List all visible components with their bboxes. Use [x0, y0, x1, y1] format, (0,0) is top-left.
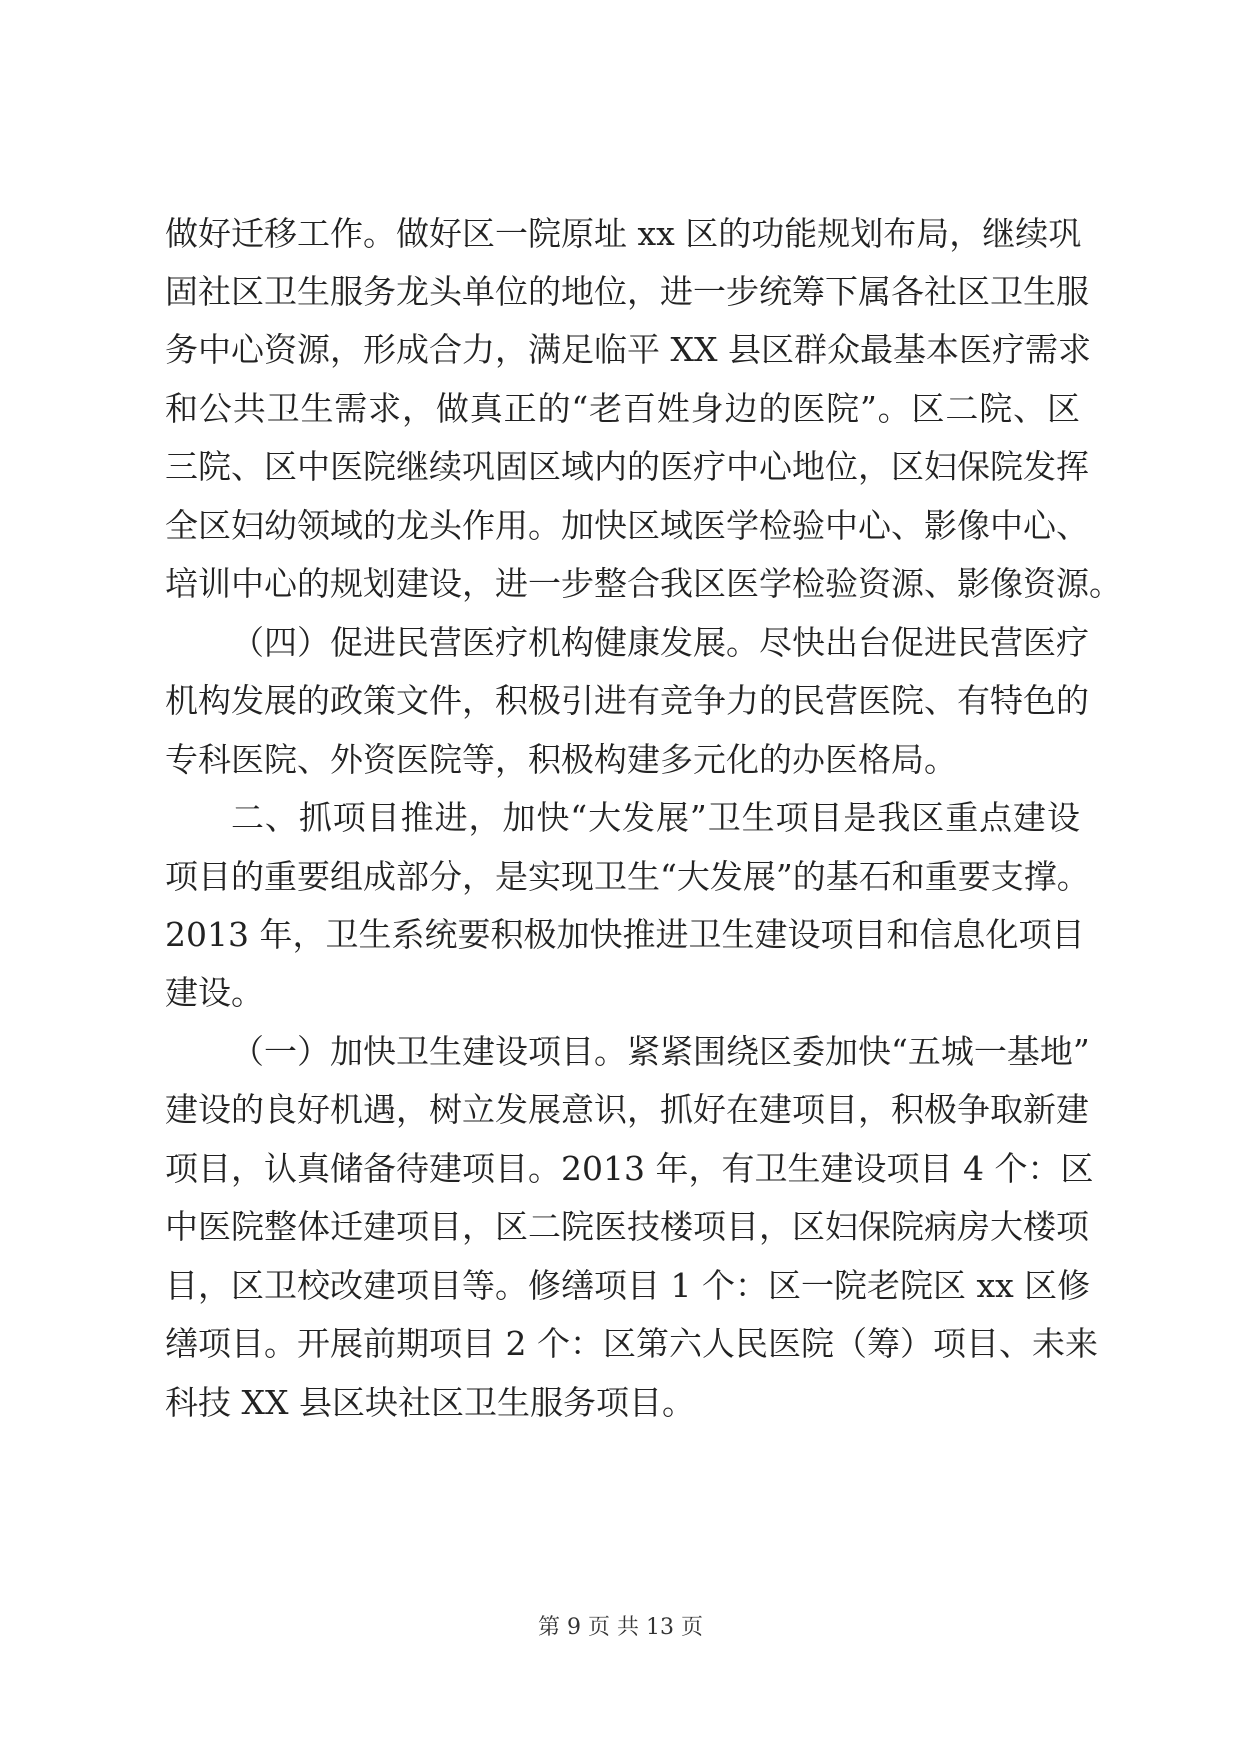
text-line: 中医院整体迁建项目，区二院医技楼项目，区妇保院病房大楼项: [165, 1207, 1089, 1246]
text-line: 做好迁移工作。做好区一院原址 xx 区的功能规划布局，继续巩: [165, 214, 1082, 253]
text-line: 务中心资源，形成合力，满足临平 XX 县区群众最基本医疗需求: [165, 330, 1091, 369]
text-line: 目，区卫校改建项目等。修缮项目 1 个：区一院老院区 xx 区修: [165, 1266, 1091, 1305]
paragraph-first-line: 二、抓项目推进，加快“大发展”卫生项目是我区重点建设: [231, 798, 1080, 837]
text-line: 固社区卫生服务龙头单位的地位，进一步统筹下属各社区卫生服: [165, 272, 1089, 311]
text-line: 建设的良好机遇，树立发展意识，抓好在建项目，积极争取新建: [165, 1090, 1089, 1129]
text-line: 专科医院、外资医院等，积极构建多元化的办医格局。: [165, 740, 957, 779]
text-line: 项目的重要组成部分，是实现卫生“大发展”的基石和重要支撑。: [165, 857, 1090, 896]
text-line: 全区妇幼领域的龙头作用。加快区域医学检验中心、影像中心、: [165, 506, 1089, 545]
text-line: 培训中心的规划建设，进一步整合我区医学检验资源、影像资源。: [165, 564, 1122, 603]
text-line: 科技 XX 县区块社区卫生服务项目。: [165, 1383, 695, 1422]
text-line: 2013 年，卫生系统要积极加快推进卫生建设项目和信息化项目: [165, 915, 1085, 954]
paragraph-first-line: （一）加快卫生建设项目。紧紧围绕区委加快“五城一基地”: [231, 1032, 1090, 1071]
text-line: 和公共卫生需求，做真正的“老百姓身边的医院”。区二院、区: [165, 389, 1080, 428]
text-line: 建设。: [165, 973, 264, 1012]
text-line: 缮项目。开展前期项目 2 个：区第六人民医院（筹）项目、未来: [165, 1324, 1098, 1363]
page-number-footer: 第 9 页 共 13 页: [538, 1615, 703, 1640]
text-line: 项目，认真储备待建项目。2013 年，有卫生建设项目 4 个：区: [165, 1149, 1094, 1188]
text-line: 机构发展的政策文件，积极引进有竞争力的民营医院、有特色的: [165, 681, 1089, 720]
text-line: 三院、区中医院继续巩固区域内的医疗中心地位，区妇保院发挥: [165, 447, 1089, 486]
paragraph-first-line: （四）促进民营医疗机构健康发展。尽快出台促进民营医疗: [231, 623, 1089, 662]
